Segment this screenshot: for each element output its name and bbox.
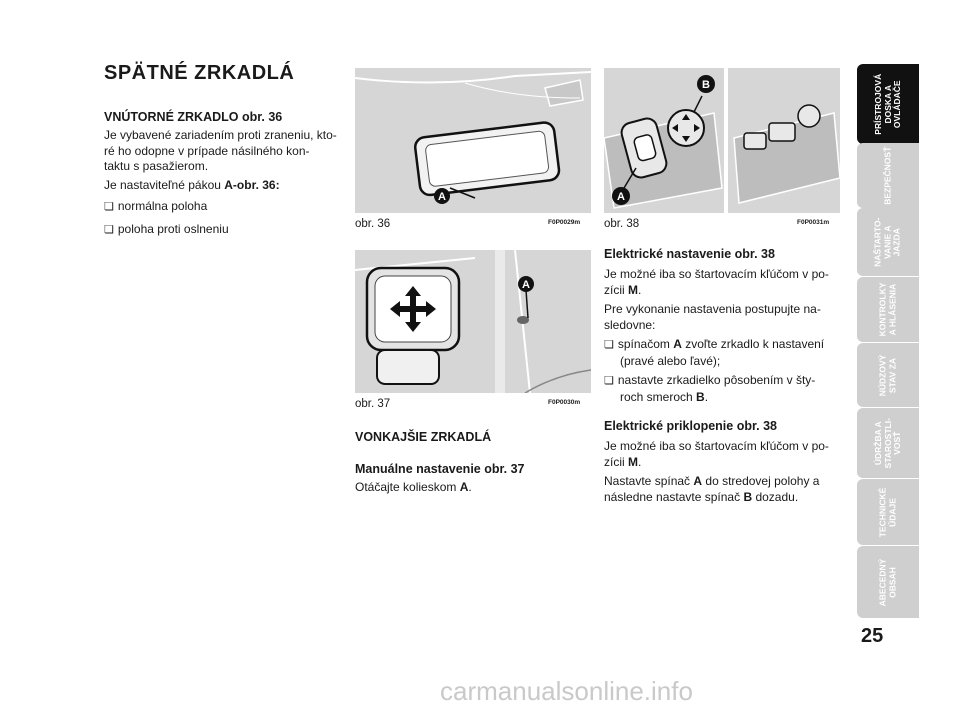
exterior-mirror-illustration xyxy=(355,250,591,393)
tab-maintenance[interactable]: ÚDRŽBA A STAROSTLI- VOSŤ xyxy=(857,408,919,478)
figure-37-caption: obr. 37 xyxy=(355,398,391,410)
electric-folding-p2: Nastavte spínač A do stredovej polohy a následne nastavte spínač B dozadu. xyxy=(604,474,820,504)
interior-mirror-text: Je vybavené zariadením proti zraneniu, kto- ré ho odopne v prípade násilného kon- taktu s pasažierom. Je nastaviteľné pákou A-obr. 36: ❏ normálna poloha ❏ poloha proti oslneniu xyxy=(104,128,339,238)
tab-index[interactable]: ABECEDNÝ OBSAH xyxy=(857,546,919,618)
electric-adjustment-bullet1: ❏ spínačom A zvoľte zrkadlo k nastavení (pravé alebo ľavé); xyxy=(604,337,842,369)
interior-mirror-illustration xyxy=(355,68,591,213)
figure-36-interior-mirror xyxy=(355,68,591,213)
electric-adjustment-p1: Je možné iba so štartovacím kľúčom v po- zícii M. xyxy=(604,267,829,297)
electric-folding-heading: Elektrické priklopenie obr. 38 xyxy=(604,419,777,433)
tab-technical-data[interactable]: TECHNICKÉ ÚDAJE xyxy=(857,479,919,545)
figure-36-caption: obr. 36 xyxy=(355,218,391,230)
manual-adjustment-heading: Manuálne nastavenie obr. 37 xyxy=(355,462,525,476)
interior-mirror-heading: VNÚTORNÉ ZRKADLO obr. 36 xyxy=(104,110,283,124)
watermark: carmanualsonline.info xyxy=(440,676,693,706)
label-a-36: A xyxy=(438,191,446,203)
tab-dashboard-controls[interactable]: PRÍSTROJOVÁ DOSKA A OVLÁDAČE xyxy=(857,64,919,144)
figure-36-code: F0P0029m xyxy=(548,219,581,226)
bullet-antiglare: ❏ poloha proti oslneniu xyxy=(104,222,339,239)
page-number: 25 xyxy=(861,625,884,647)
electric-adjustment-heading: Elektrické nastavenie obr. 38 xyxy=(604,247,775,261)
electric-adjustment-bullet2: ❏ nastavte zrkadielko pôsobením v šty- roch smeroch B. xyxy=(604,373,842,405)
label-a-37: A xyxy=(522,279,530,291)
electric-switch-illustration xyxy=(604,68,840,213)
figure-38-caption: obr. 38 xyxy=(604,218,640,230)
figure-38-electric-mirror-switch xyxy=(604,68,840,213)
label-b-38: B xyxy=(702,79,710,91)
tab-warning-lights[interactable]: KONTROLKY A HLÁSENIA xyxy=(857,277,919,342)
exterior-mirrors-heading: VONKAJŠIE ZRKADLÁ xyxy=(355,430,492,444)
manual-adjustment-text: Otáčajte kolieskom A. xyxy=(355,480,472,494)
electric-section xyxy=(604,247,842,505)
bullet-normal: ❏ normálna poloha xyxy=(104,199,339,216)
figure-37-code: F0P0030m xyxy=(548,399,581,406)
tab-emergency[interactable]: NÚDZOVÝ STAV ZA xyxy=(857,343,919,407)
figure-37-exterior-mirror xyxy=(355,250,591,393)
electric-folding-p1: Je možné iba so štartovacím kľúčom v po- zícii M. xyxy=(604,439,829,469)
tab-starting-driving[interactable]: NAŠTARTO- VANIE A JAZDA xyxy=(857,208,919,276)
electric-adjustment-p2: Pre vykonanie nastavenia postupujte na- sledovne: xyxy=(604,302,821,332)
tab-safety[interactable]: BEZPEČNOSŤ xyxy=(857,143,919,208)
figure-38-code: F0P0031m xyxy=(797,219,830,226)
page-title: SPÄTNÉ ZRKADLÁ xyxy=(104,62,295,84)
label-a-38: A xyxy=(617,191,625,203)
